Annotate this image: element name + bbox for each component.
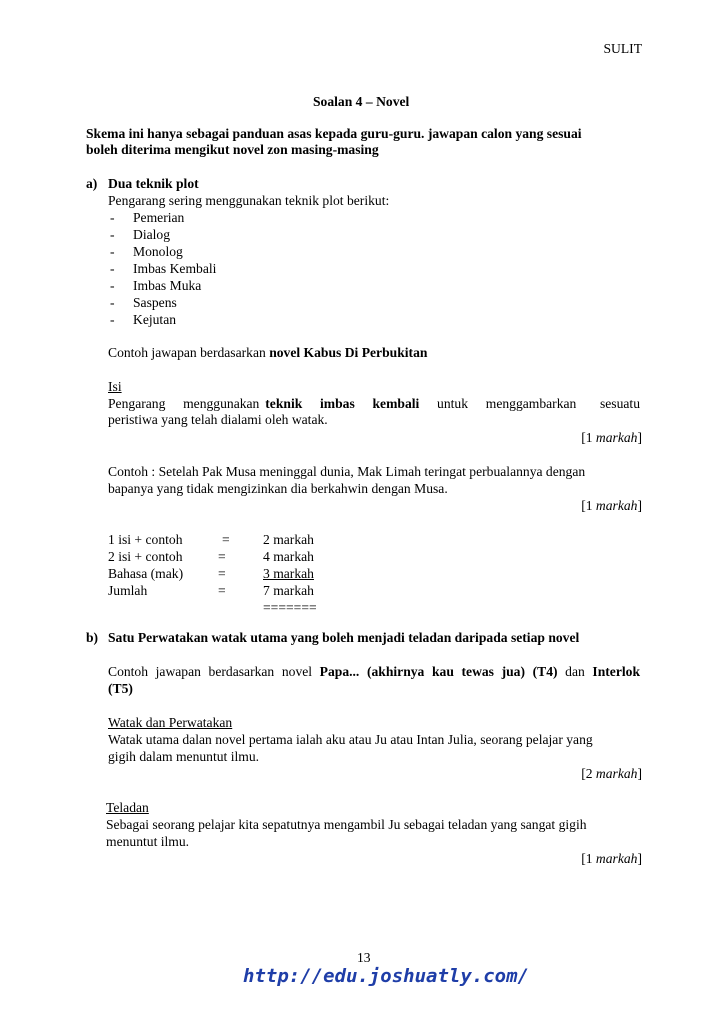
isi-marks: [1 markah] [581, 430, 642, 445]
section-b-label: b) [86, 630, 99, 645]
intro-line-2: boleh diterima mengikut novel zon masing-masing [86, 142, 379, 157]
watak-line-2: gigih dalam menuntut ilmu. [108, 749, 260, 764]
watak-label: Watak dan Perwatakan [108, 715, 233, 730]
section-a-label: a) [86, 176, 98, 191]
table-row: 1 isi + contoh = 2 markah [108, 532, 314, 547]
scoring-table [108, 532, 368, 622]
section-a-example-line: Contoh jawapan berdasarkan novel Kabus Di Perbukitan [108, 345, 428, 360]
section-b-heading: Satu Perwatakan watak utama yang boleh menjadi teladan daripada setiap novel [108, 630, 580, 645]
page-number: 13 [357, 950, 371, 965]
footer-url-link[interactable]: http://edu.joshuatly.com/ [243, 965, 529, 987]
watak-marks: [2 markah] [581, 766, 642, 781]
isi-line-2: peristiwa yang telah dialami oleh watak. [108, 412, 328, 427]
section-b-example-line-1: Contoh jawapan berdasarkan novel Papa... (akhirnya kau tewas jua) (T4) dan Interlok [108, 664, 640, 679]
teladan-marks: [1 markah] [581, 851, 642, 866]
section-b-example-line-2: (T5) [108, 681, 133, 696]
teladan-line-2: menuntut ilmu. [106, 834, 190, 849]
table-row: 2 isi + contoh = 4 markah [108, 549, 314, 564]
teladan-label: Teladan [106, 800, 149, 815]
contoh-line-2: bapanya yang tidak mengizinkan dia berkahwin dengan Musa. [108, 481, 448, 496]
isi-label: Isi [108, 379, 122, 394]
table-row: Jumlah = 7 markah [108, 583, 314, 598]
watak-line-1: Watak utama dalan novel pertama ialah aku atau Ju atau Intan Julia, seorang pelajar yang [108, 732, 593, 747]
isi-line-1: Pengarang menggunakan teknik imbas kembali untuk menggambarkan sesuatu [108, 396, 640, 411]
section-a-lead: Pengarang sering menggunakan teknik plot berikut: [108, 193, 390, 208]
intro-line-1: Skema ini hanya sebagai panduan asas kepada guru-guru. jawapan calon yang sesuai [86, 126, 582, 141]
novel-title: Papa... (akhirnya kau tewas jua) (T4) [319, 664, 558, 679]
novel-title: novel Kabus Di Perbukitan [269, 345, 428, 360]
table-row: Bahasa (mak) = 3 markah [108, 566, 314, 581]
novel-title: Interlok [592, 664, 640, 679]
contoh-marks: [1 markah] [581, 498, 642, 513]
classification-label: SULIT [603, 41, 642, 56]
page-title: Soalan 4 – Novel [313, 94, 410, 109]
contoh-line-1: Contoh : Setelah Pak Musa meninggal dunia, Mak Limah teringat perbualannya dengan [108, 464, 586, 479]
teladan-line-1: Sebagai seorang pelajar kita sepatutnya mengambil Ju sebagai teladan yang sangat gigih [106, 817, 587, 832]
total-rule: ======= [263, 600, 317, 615]
section-a-heading: Dua teknik plot [108, 176, 199, 191]
